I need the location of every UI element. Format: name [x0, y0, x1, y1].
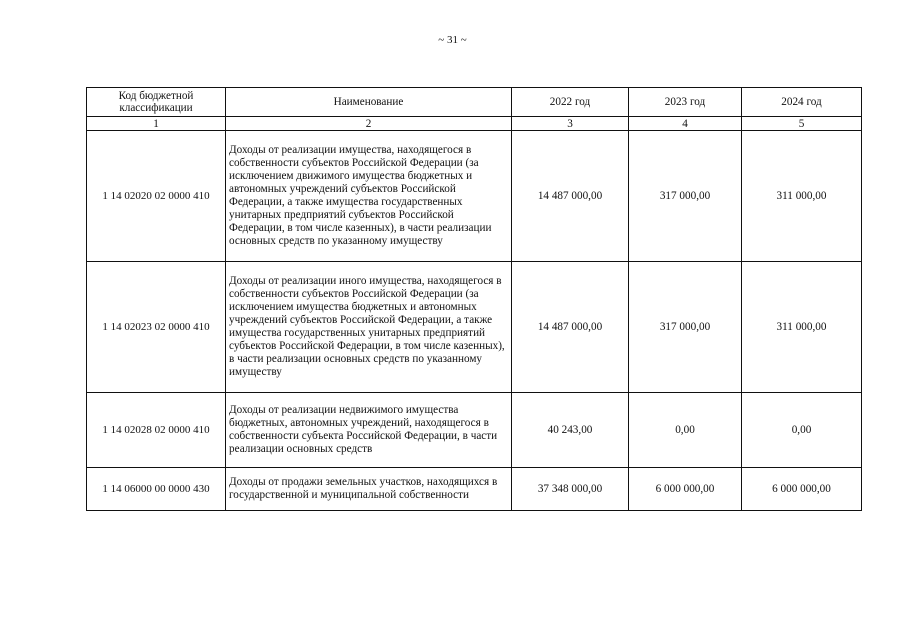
row-code: 1 14 02028 02 0000 410	[87, 393, 226, 468]
column-number-row	[87, 117, 862, 131]
row-2023-value: 6 000 000,00	[629, 468, 742, 511]
header-2022: 2022 год	[512, 88, 629, 117]
row-code: 1 14 02020 02 0000 410	[87, 131, 226, 262]
row-2023-value: 317 000,00	[629, 262, 742, 393]
page-number: ~ 31 ~	[438, 34, 467, 46]
row-name: Доходы от реализации иного имущества, находящегося в собственности субъектов Российской Федерации (за исключением имущества бюджетных и автономных учреждений субъектов Российской Федерации, а также имущества государственных унитарных предприятий субъектов Российской Федерации, в том числе казенных), в части реализации основных средств по указанному имуществу	[226, 262, 512, 393]
table-row	[87, 131, 862, 262]
column-number: 4	[629, 117, 742, 131]
row-2024-value: 311 000,00	[742, 131, 862, 262]
row-name: Доходы от реализации имущества, находящегося в собственности субъектов Российской Федерации (за исключением движимого имущества бюджетных и автономных учреждений субъектов Российской Федерации, а также имущества государственных унитарных предприятий субъектов Российской Федерации, в том числе казенных), в части реализации основных средств по указанному имуществу	[226, 131, 512, 262]
table-row	[87, 393, 862, 468]
header-name: Наименование	[226, 88, 512, 117]
row-2024-value: 311 000,00	[742, 262, 862, 393]
table-row	[87, 468, 862, 511]
column-number: 1	[87, 117, 226, 131]
row-code: 1 14 06000 00 0000 430	[87, 468, 226, 511]
row-2022-value: 14 487 000,00	[512, 262, 629, 393]
column-number: 3	[512, 117, 629, 131]
column-number: 5	[742, 117, 862, 131]
row-name: Доходы от продажи земельных участков, находящихся в государственной и муниципальной собственности	[226, 468, 512, 511]
row-2022-value: 40 243,00	[512, 393, 629, 468]
header-2024: 2024 год	[742, 88, 862, 117]
row-name: Доходы от реализации недвижимого имущества бюджетных, автономных учреждений, находящегося в собственности субъекта Российской Федерации, в части реализации основных средств	[226, 393, 512, 468]
row-2023-value: 317 000,00	[629, 131, 742, 262]
row-2024-value: 0,00	[742, 393, 862, 468]
column-number: 2	[226, 117, 512, 131]
row-2022-value: 14 487 000,00	[512, 131, 629, 262]
header-code: Код бюджетной классификации	[87, 88, 226, 117]
row-2024-value: 6 000 000,00	[742, 468, 862, 511]
budget-revenue-table	[86, 87, 862, 511]
header-2023: 2023 год	[629, 88, 742, 117]
table-header-row	[87, 88, 862, 117]
row-2023-value: 0,00	[629, 393, 742, 468]
table-row	[87, 262, 862, 393]
row-code: 1 14 02023 02 0000 410	[87, 262, 226, 393]
row-2022-value: 37 348 000,00	[512, 468, 629, 511]
